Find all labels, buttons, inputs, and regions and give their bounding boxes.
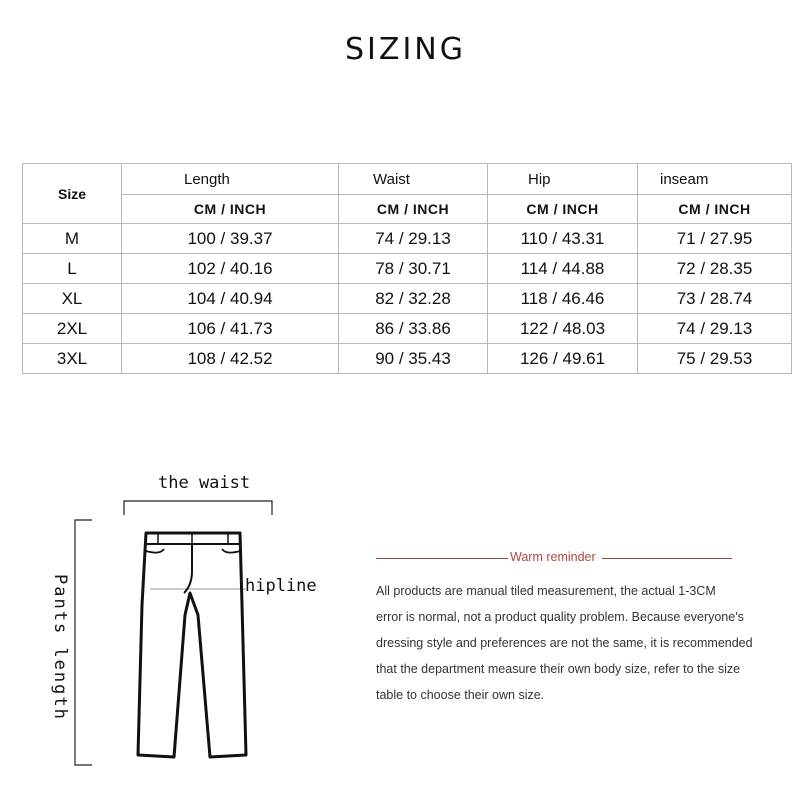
hipline-label: hipline — [245, 576, 317, 596]
table-row — [23, 284, 792, 314]
table-row — [23, 314, 792, 344]
size-table — [22, 163, 792, 374]
waist-cell: 74 / 29.13 — [339, 224, 488, 254]
length-cell: 108 / 42.52 — [122, 344, 339, 374]
waist-bracket — [124, 501, 272, 515]
length-bracket — [75, 520, 92, 765]
unit-label: CM / INCH — [488, 195, 638, 224]
pants-shape — [138, 533, 246, 757]
pants-length-label: Pants length — [50, 574, 70, 721]
length-cell: 102 / 40.16 — [122, 254, 339, 284]
unit-label: CM / INCH — [339, 195, 488, 224]
unit-label: CM / INCH — [122, 195, 339, 224]
waist-cell: 78 / 30.71 — [339, 254, 488, 284]
waist-label: the waist — [158, 473, 251, 493]
reminder-divider — [376, 548, 732, 568]
inseam-cell: 71 / 27.95 — [638, 224, 792, 254]
size-column-header: Size — [23, 164, 122, 224]
size-cell: XL — [23, 284, 122, 314]
length-cell: 106 / 41.73 — [122, 314, 339, 344]
table-row — [23, 344, 792, 374]
table-row — [23, 224, 792, 254]
waist-cell: 86 / 33.86 — [339, 314, 488, 344]
waist-cell: 90 / 35.43 — [339, 344, 488, 374]
inseam-column-header: inseam — [638, 164, 792, 195]
hip-cell: 110 / 43.31 — [488, 224, 638, 254]
inseam-cell: 73 / 28.74 — [638, 284, 792, 314]
length-cell: 100 / 39.37 — [122, 224, 339, 254]
measurement-diagram — [40, 465, 360, 795]
size-cell: L — [23, 254, 122, 284]
reminder-line: that the department measure their own body size, refer to the size — [376, 662, 741, 676]
size-cell: 3XL — [23, 344, 122, 374]
page-title: SIZING — [345, 32, 466, 67]
inseam-cell: 74 / 29.13 — [638, 314, 792, 344]
length-cell: 104 / 40.94 — [122, 284, 339, 314]
inseam-cell: 75 / 29.53 — [638, 344, 792, 374]
hip-cell: 126 / 49.61 — [488, 344, 638, 374]
table-header-row — [23, 164, 792, 195]
reminder-text — [376, 578, 786, 708]
unit-header-row — [23, 195, 792, 224]
unit-label: CM / INCH — [638, 195, 792, 224]
reminder-line: dressing style and preferences are not the same, it is recommended — [376, 636, 753, 650]
reminder-line: error is normal, not a product quality problem. Because everyone's — [376, 610, 744, 624]
hip-cell: 122 / 48.03 — [488, 314, 638, 344]
waist-cell: 82 / 32.28 — [339, 284, 488, 314]
warm-reminder — [376, 548, 796, 708]
size-cell: M — [23, 224, 122, 254]
inseam-cell: 72 / 28.35 — [638, 254, 792, 284]
hip-cell: 118 / 46.46 — [488, 284, 638, 314]
pants-outline-icon — [40, 465, 360, 795]
table-row — [23, 254, 792, 284]
reminder-title: Warm reminder — [510, 550, 596, 564]
hip-column-header: Hip — [488, 164, 638, 195]
reminder-line: All products are manual tiled measurement, the actual 1-3CM — [376, 584, 716, 598]
waist-column-header: Waist — [339, 164, 488, 195]
size-cell: 2XL — [23, 314, 122, 344]
reminder-line: table to choose their own size. — [376, 688, 545, 702]
hip-cell: 114 / 44.88 — [488, 254, 638, 284]
length-column-header: Length — [122, 164, 339, 195]
